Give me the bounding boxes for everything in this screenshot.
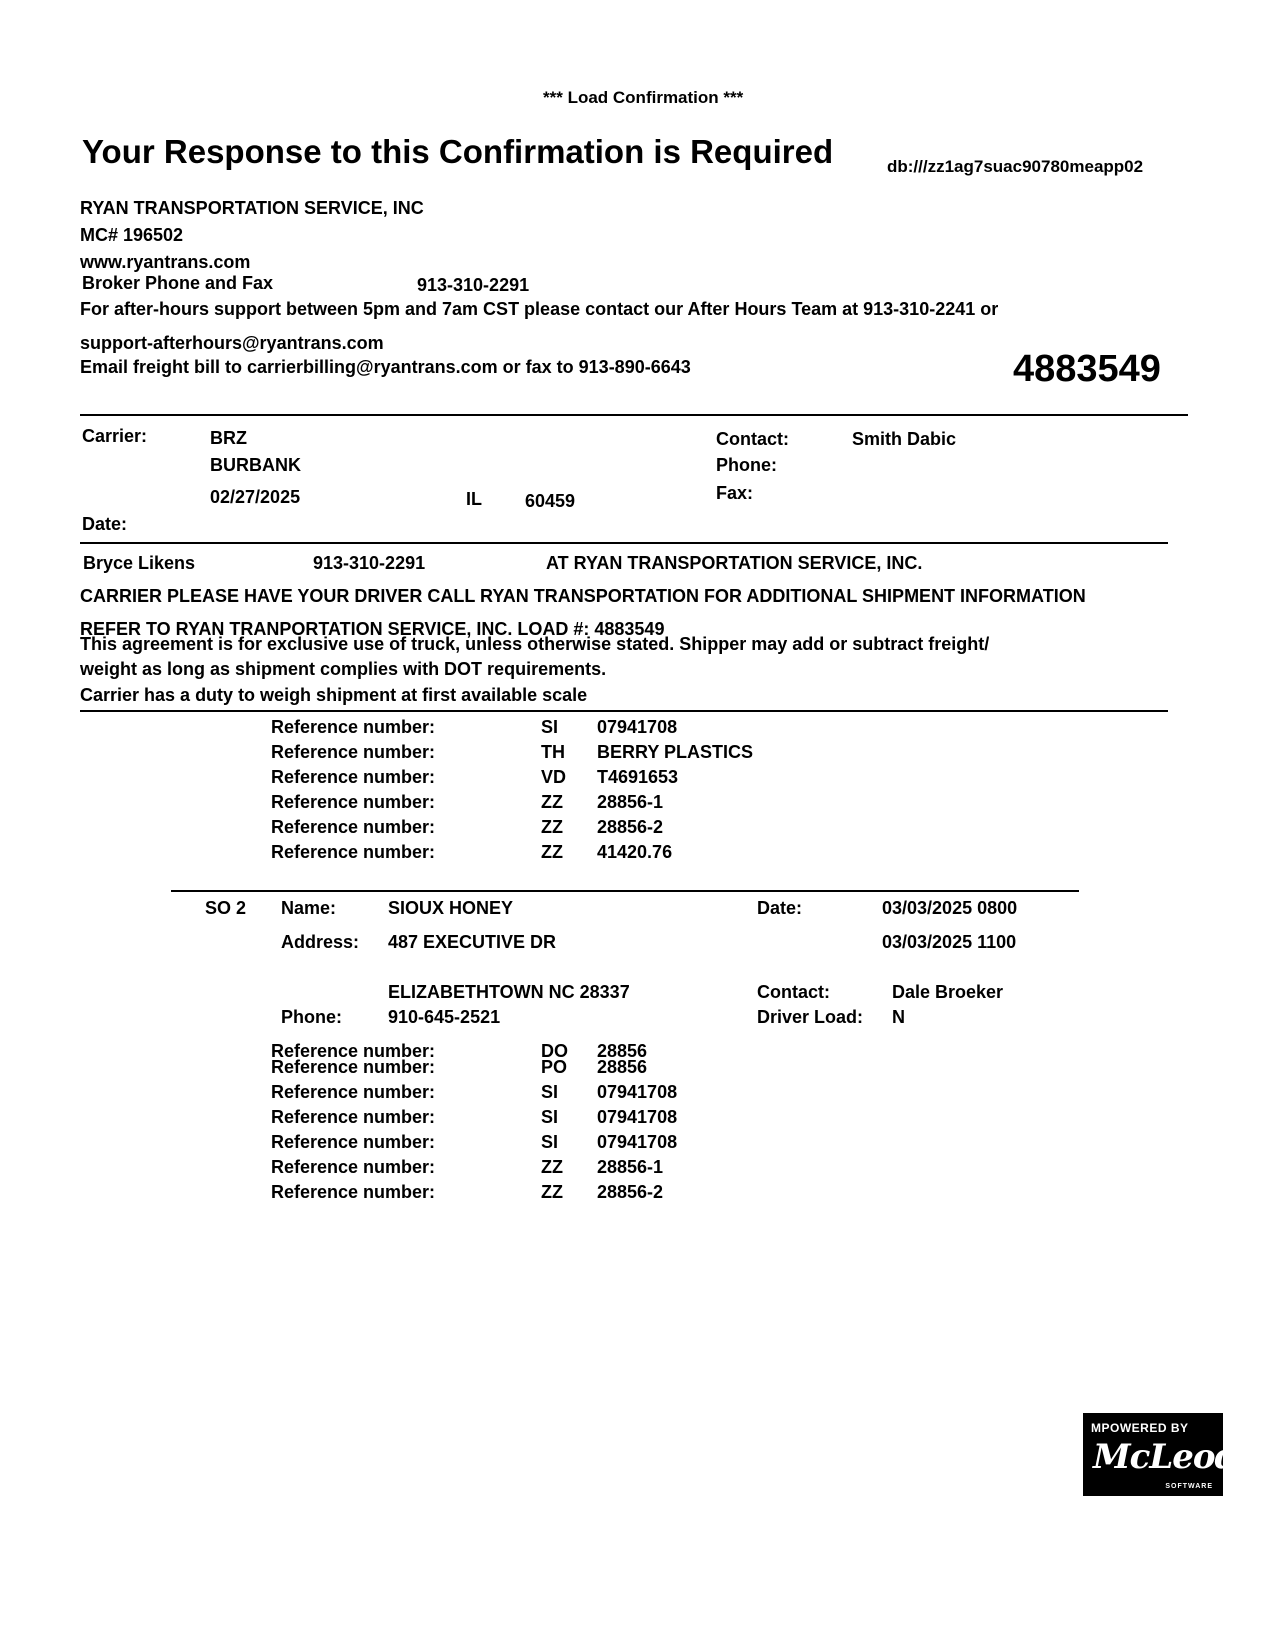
driver-load-value: N xyxy=(892,1007,905,1027)
agent-name: Bryce Likens xyxy=(83,553,196,573)
logo-tagline: MPOWERED BY xyxy=(1091,1421,1189,1435)
divider xyxy=(80,710,1168,712)
stop-address: 487 EXECUTIVE DR xyxy=(388,932,557,952)
logo-subtext: SOFTWARE xyxy=(1165,1483,1213,1490)
reference-label: Reference number: xyxy=(271,817,436,837)
stop-phone: 910-645-2521 xyxy=(388,1007,501,1027)
reference-label: Reference number: xyxy=(271,767,436,787)
phone-label: Phone: xyxy=(716,455,777,475)
reference-value: 28856 xyxy=(597,1041,648,1061)
reference-label: Reference number: xyxy=(271,1107,436,1127)
agreement-line-2: weight as long as shipment complies with DOT requirements. xyxy=(80,659,607,679)
billing-notice: Email freight bill to carrierbilling@ryantrans.com or fax to 913-890-6643 xyxy=(80,357,691,377)
stop-contact: Dale Broeker xyxy=(892,982,1004,1002)
reference-value: T4691653 xyxy=(597,767,679,787)
reference-row xyxy=(0,1107,1275,1131)
reference-row xyxy=(0,767,1275,791)
reference-label: Reference number: xyxy=(271,1082,436,1102)
banner: *** Load Confirmation *** xyxy=(543,88,744,107)
agreement-line-1: This agreement is for exclusive use of truck, unless otherwise stated. Shipper may add or subtract freight/ xyxy=(80,634,990,654)
stop-date-2: 03/03/2025 1100 xyxy=(882,932,1017,952)
reference-row xyxy=(0,1182,1275,1206)
reference-label: Reference number: xyxy=(271,1157,436,1177)
reference-code: ZZ xyxy=(541,842,563,862)
reference-row xyxy=(0,817,1275,841)
reference-row xyxy=(0,842,1275,866)
page-title: Your Response to this Confirmation is Required xyxy=(82,133,834,170)
carrier-name: BRZ xyxy=(210,428,247,448)
reference-row xyxy=(0,1082,1275,1106)
date-label: Date: xyxy=(82,514,128,534)
carrier-contact: Smith Dabic xyxy=(852,429,957,449)
reference-label: Reference number: xyxy=(271,1182,436,1202)
reference-code: SI xyxy=(541,717,559,737)
reference-value: 07941708 xyxy=(597,1082,678,1102)
carrier-date: 02/27/2025 xyxy=(210,487,301,507)
reference-label: Reference number: xyxy=(271,1041,436,1061)
reference-row xyxy=(0,1157,1275,1181)
reference-value: 28856-2 xyxy=(597,1182,664,1202)
reference-code: VD xyxy=(541,767,567,787)
reference-label: Reference number: xyxy=(271,792,436,812)
reference-label: Reference number: xyxy=(271,742,436,762)
carrier-zip: 60459 xyxy=(525,491,576,511)
after-hours-email: support-afterhours@ryantrans.com xyxy=(80,333,384,353)
reference-row xyxy=(0,1057,1275,1081)
reference-value: 28856-2 xyxy=(597,817,664,837)
reference-row xyxy=(0,792,1275,816)
broker-website: www.ryantrans.com xyxy=(80,252,251,272)
reference-value: 28856-1 xyxy=(597,1157,664,1177)
mcleod-logo xyxy=(1083,1413,1238,1496)
reference-row xyxy=(0,717,1275,741)
db-reference: db:///zz1ag7suac90780meapp02 xyxy=(887,157,1144,176)
reference-code: SI xyxy=(541,1132,559,1152)
load-number: 4883549 xyxy=(1013,348,1161,390)
reference-code: PO xyxy=(541,1057,568,1077)
reference-label: Reference number: xyxy=(271,1132,436,1152)
reference-code: TH xyxy=(541,742,565,762)
reference-value: 41420.76 xyxy=(597,842,673,862)
broker-phone-label: Broker Phone and Fax xyxy=(82,273,274,293)
fax-label: Fax: xyxy=(716,483,754,503)
reference-value: BERRY PLASTICS xyxy=(597,742,754,762)
logo-brand: McLeod xyxy=(1093,1437,1238,1477)
reference-code: ZZ xyxy=(541,1157,563,1177)
reference-value: 28856 xyxy=(597,1057,648,1077)
reference-value: 28856-1 xyxy=(597,792,664,812)
reference-value: 07941708 xyxy=(597,1107,678,1127)
reference-label: Reference number: xyxy=(271,1057,436,1077)
reference-label: Reference number: xyxy=(271,842,436,862)
reference-value: 07941708 xyxy=(597,717,678,737)
stop-contact-label: Contact: xyxy=(757,982,830,1002)
driver-load-label: Driver Load: xyxy=(757,1007,864,1027)
carrier-state: IL xyxy=(466,489,482,509)
stop-name: SIOUX HONEY xyxy=(388,898,514,918)
refer-notice: REFER TO RYAN TRANPORTATION SERVICE, INC. LOAD #: 4883549 xyxy=(80,619,665,639)
reference-label: Reference number: xyxy=(271,717,436,737)
reference-code: SI xyxy=(541,1107,559,1127)
stop-phone-label: Phone: xyxy=(281,1007,342,1027)
reference-row xyxy=(0,1132,1275,1156)
broker-mc: MC# 196502 xyxy=(80,225,184,245)
broker-name: RYAN TRANSPORTATION SERVICE, INC xyxy=(80,198,424,218)
reference-code: ZZ xyxy=(541,1182,563,1202)
divider xyxy=(171,890,1079,892)
carrier-label: Carrier: xyxy=(82,426,148,446)
stop-city-line: ELIZABETHTOWN NC 28337 xyxy=(388,982,630,1002)
carrier-city: BURBANK xyxy=(210,455,301,475)
stop-date-label: Date: xyxy=(757,898,803,918)
weigh-notice: Carrier has a duty to weigh shipment at first available scale xyxy=(80,685,588,705)
reference-code: ZZ xyxy=(541,792,563,812)
driver-call-notice: CARRIER PLEASE HAVE YOUR DRIVER CALL RYAN TRANSPORTATION FOR ADDITIONAL SHIPMENT INFORMATION xyxy=(80,586,1086,606)
reference-value: 07941708 xyxy=(597,1132,678,1152)
stop-date-1: 03/03/2025 0800 xyxy=(882,898,1018,918)
broker-phone: 913-310-2291 xyxy=(417,275,530,295)
divider xyxy=(80,542,1168,544)
after-hours-notice: For after-hours support between 5pm and 7am CST please contact our After Hours Team at 913-310-2241 or xyxy=(80,299,999,319)
reference-code: ZZ xyxy=(541,817,563,837)
stop-id: SO 2 xyxy=(205,898,247,918)
divider xyxy=(80,414,1188,416)
agent-company: AT RYAN TRANSPORTATION SERVICE, INC. xyxy=(546,553,923,573)
stop-address-label: Address: xyxy=(281,932,360,952)
reference-code: SI xyxy=(541,1082,559,1102)
reference-row xyxy=(0,742,1275,766)
reference-code: DO xyxy=(541,1041,568,1061)
contact-label: Contact: xyxy=(716,429,789,449)
stop-name-label: Name: xyxy=(281,898,337,918)
agent-phone: 913-310-2291 xyxy=(313,553,426,573)
